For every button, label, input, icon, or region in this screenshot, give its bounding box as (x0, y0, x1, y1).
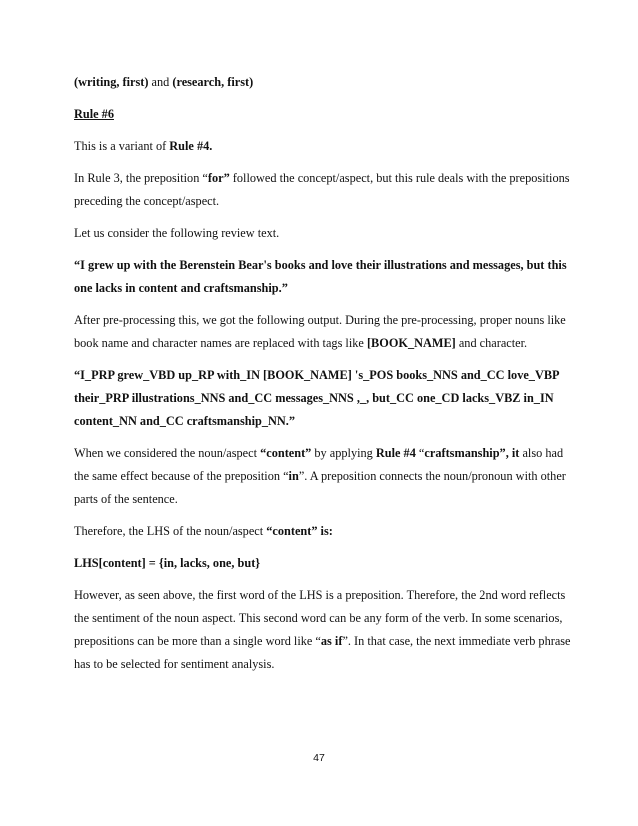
noun-aspect-paragraph (74, 442, 580, 511)
rule-heading: Rule #6 (74, 107, 114, 121)
preposition-text-b: ”. In that case, the next immediate verb phrase has to be selected for sentiment analysis. (74, 634, 571, 671)
open-quote: “ (415, 446, 425, 460)
review-quote: “I grew up with the Berenstein Bear's books and love their illustrations and messages, but this one lacks in content and craftsmanship.” (74, 258, 567, 295)
preposition-text-a: However, as seen above, the first word of the LHS is a preposition. Therefore, the 2nd word reflects the sentiment of the noun aspect. This second word can be any form of the verb. In some scenarios, prepositions can be more than a single word like “ (74, 588, 566, 648)
preprocessing-text-a: After pre-processing this, we got the following output. During the pre-processing, proper nouns like book name and character names are replaced with tags like (74, 313, 566, 350)
rule-3-text-a: In Rule 3, the preposition “ (74, 171, 208, 185)
preprocessing-text-b: and character. (455, 336, 528, 350)
aspect-text-d: ”. A preposition connects the noun/pronoun with other parts of the sentence. (74, 469, 566, 506)
preposition-for: for” (207, 171, 230, 185)
page-number: 47 (313, 752, 325, 764)
preposition-paragraph (74, 584, 580, 676)
content-term: “content” (260, 446, 312, 460)
research-first-pair: (research, first) (172, 75, 254, 89)
lhs-intro-text: Therefore, the LHS of the noun/aspect (74, 524, 267, 538)
preprocessing-paragraph (74, 309, 580, 355)
pair-line (74, 71, 580, 94)
content-is: “content” is: (266, 524, 333, 538)
rule-3-paragraph (74, 167, 580, 213)
aspect-text-a: When we considered the noun/aspect (74, 446, 261, 460)
tagged-output-quote: “I_PRP grew_VBD up_RP with_IN [BOOK_NAME] 's_POS books_NNS and_CC love_VBP their_PRP illustrations_NNS and_CC messages_NNS ,_, but_CC one_CD lacks_VBZ in_IN content_NN and_CC craftsmanship_NN.” (74, 368, 559, 428)
aspect-text-b: by applying (311, 446, 376, 460)
preposition-in: in (288, 469, 299, 483)
rule-3-text-b: followed the concept/aspect, but this rule deals with the prepositions preceding the concept/aspect. (74, 171, 570, 208)
rule-4-ref: Rule #4 (375, 446, 416, 460)
book-name-tag: [BOOK_NAME] (366, 336, 456, 350)
aspect-text-c: also had the same effect because of the preposition “ (74, 446, 564, 483)
writing-first-pair: (writing, first) (74, 75, 149, 89)
lhs-formula: LHS[content] = {in, lacks, one, but} (74, 556, 261, 570)
craftsmanship-term: craftsmanship”, it (424, 446, 520, 460)
as-if-term: as if (320, 634, 343, 648)
variant-paragraph (74, 135, 580, 158)
pair-connector: and (148, 75, 173, 89)
rule-4-reference: Rule #4. (169, 139, 213, 153)
review-intro: Let us consider the following review text. (74, 226, 280, 240)
lhs-intro (74, 520, 580, 543)
variant-text: This is a variant of (74, 139, 170, 153)
page-content (74, 71, 580, 685)
